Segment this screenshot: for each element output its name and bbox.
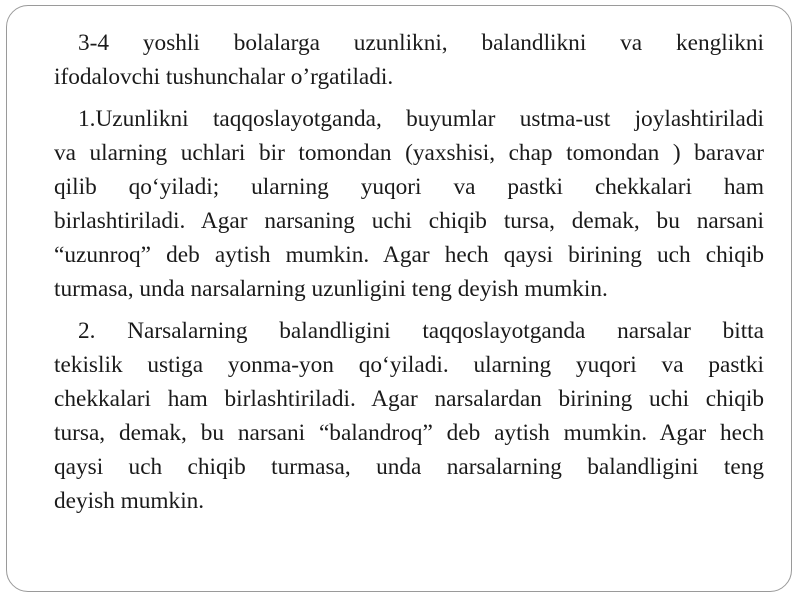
text-line: tekislik ustiga yonma-yon qo‘yiladi. ularning yuqori va pastki	[54, 352, 764, 378]
text-line: qilib qo‘yiladi; ularning yuqori va pastki chekkalari ham	[54, 174, 764, 200]
text-line: turmasa, unda narsalarning uzunligini teng deyish mumkin.	[54, 276, 608, 302]
text-line: tursa, demak, bu narsani “balandroq” deb aytish mumkin. Agar hech	[54, 420, 764, 446]
text-line: qaysi uch chiqib turmasa, unda narsalarning balandligini teng	[54, 454, 764, 480]
text-body	[30, 26, 764, 518]
text-line: ifodalovchi tushunchalar o’rgatiladi.	[54, 64, 394, 90]
paragraph-height-comparison	[30, 314, 764, 518]
text-line: chekkalari ham birlashtiriladi. Agar narsalardan birining uchi chiqib	[54, 386, 764, 412]
text-line: 2. Narsalarning balandligini taqqoslayotganda narsalar bitta	[78, 318, 764, 344]
text-line: va ularning uchlari bir tomondan (yaxshisi, chap tomondan ) baravar	[54, 140, 764, 166]
paragraph-length-comparison	[30, 102, 764, 306]
text-line: “uzunroq” deb aytish mumkin. Agar hech qaysi birining uch chiqib	[54, 242, 764, 268]
text-line: birlashtiriladi. Agar narsaning uchi chiqib tursa, demak, bu narsani	[54, 208, 764, 234]
text-line: 3-4 yoshli bolalarga uzunlikni, balandlikni va kenglikni	[78, 30, 764, 56]
paragraph-intro	[30, 26, 764, 94]
text-line: deyish mumkin.	[54, 488, 205, 514]
text-line: 1.Uzunlikni taqqoslayotganda, buyumlar ustma-ust joylashtiriladi	[78, 106, 764, 132]
